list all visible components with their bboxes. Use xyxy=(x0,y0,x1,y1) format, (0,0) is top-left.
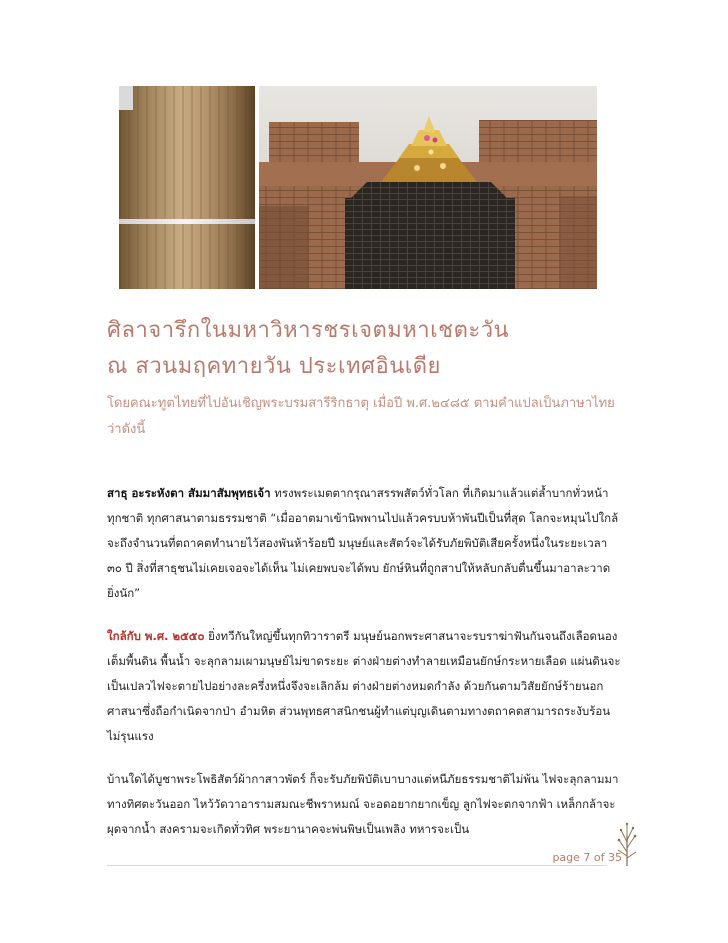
paragraph-2 xyxy=(107,624,622,749)
page-title-line-1: ศิลาจารึกในมหาวิหารชรเจตมหาเชตะวัน xyxy=(107,318,510,343)
paragraph-2-text: ยิ่งทวีกันใหญ่ขึ้นทุกทิวาราตรี มนุษย์นอกพระศาสนาจะรบราฆ่าฟันกันจนถึงเลือดนองเต็มพื้นดิน พื้นน้ำ จะลุกลามเผามนุษย์ไม่ขาดระยะ ต่างฝ่ายต่างทำลายเหมือนยักษ์กระหายเลือด แผ่นดินจะเป็นเปลวไฟจะตายไปอย่างละครึ่งหนึ่งจึงจะเลิกล้ม ต่างฝ่ายต่างหมดกำลัง ด้วยกันตามวิสัยยักษ์ร้ายนอกศาสนาซึ่งถือกำเนิดจากป่า อำมหิต ส่วนพุทธศาสนิกชนผู้ทำแต่บุญเดินตามทางตถาคตสามารถระงับร้อนไม่รุนแรง xyxy=(107,629,621,743)
paragraph-1 xyxy=(107,481,622,606)
stupa-illustration xyxy=(259,86,597,289)
plant-ornament-icon xyxy=(615,822,639,866)
subtitle: โดยคณะทูตไทยที่ไปอันเชิญพระบรมสารีริกธาตุ เมื่อปี พ.ศ.๒๔๘๕ ตามคำแปลเป็นภาษาไทย ว่าดังนี้ xyxy=(107,396,615,437)
sky-patch xyxy=(119,86,133,110)
paragraph-3-text: บ้านใดได้บูชาพระโพธิสัตว์ผ้ากาสาวพัตร์ ก็จะรับภัยพิบัติเบาบางแต่หนีภัยธรรมชาติไม่พ้น ไฟจะลุกลามมาทางทิศตะวันออก ไหว้วัดวาอารามสมณะชีพราหมณ์ จะอดอยากยากเข็ญ ลูกไฟจะตกจากฟ้า เหล็กกล้าจะผุดจากน้ำ สงครามจะเกิดทั่วทิศ พระยานาคจะพ่นพิษเป็นเพลิง ทหารจะเป็น xyxy=(107,772,619,836)
page-title-line-2: ณ สวนมฤคทายวัน ประเทศอินเดีย xyxy=(107,354,441,379)
header-photos xyxy=(119,86,597,289)
pillar-photo xyxy=(119,86,255,289)
paragraph-3 xyxy=(107,767,622,842)
footer-divider xyxy=(107,865,607,866)
page-number: page 7 of 35 xyxy=(552,851,622,864)
paragraph-2-lead: ใกล้กับ พ.ศ. ๒๕๕๐ xyxy=(107,629,205,643)
metal-band xyxy=(119,219,255,224)
paragraph-1-lead: สาธุ อะระหังตา สัมมาสัมพุทธเจ้า xyxy=(107,486,271,500)
stupa-photo xyxy=(259,86,597,289)
paragraph-1-text: ทรงพระเมตตากรุณาสรรพสัตว์ทั่วโลก ที่เกิดมาแล้วแต่ล้ำบากทั่วหน้า ทุกชาติ ทุกศาสนาตามธรรมชาติ “เมื่ออาตมาเข้านิพพานไปแล้วครบบห้าพันปีเป็นที่สุด โลกจะหมุนไปใกล้จะถึงจำนวนที่ตถาคตทำนายไว้สองพันห้าร้อยปี มนุษย์และสัตว์จะได้รับภัยพิบัติเสียครั้งหนึ่งในระยะเวลา ๓๐ ปี สิ่งที่สาธุชนไม่เคยเจอจะได้เห็น ไม่เคยพบจะได้พบ ยักษ์หินที่ถูกสาปให้หลับกลับตื่นขึ้นมาอาละวาดยิ่งนัก” xyxy=(107,486,619,600)
